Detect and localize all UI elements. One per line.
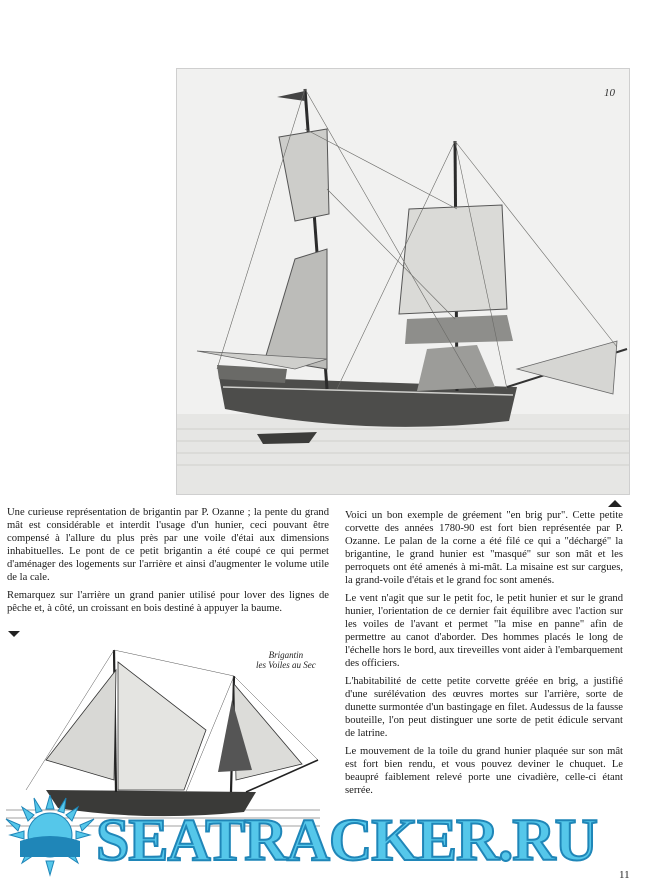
right-paragraph: Voici un bon exemple de gréement "en brig pur". Cette petite corvette des années 1780-90 est fort bien représentée par P. Ozanne. Le palan de la corne a été filé ce qui a "déchargé" la brigantine, le grand hunier est "masqué" sur son mât et les perroquets ont été amenés à mi-mât. La misaine est sur cargues, la grand-voile d'étais et le grand foc sont amenés. (345, 510, 623, 586)
page-number: 11 (619, 869, 630, 881)
left-paragraph: Une curieuse représentation de brigantin par P. Ozanne ; la pente du grand mât est considérable et interdit l'usage d'un hunier, ceci pouvant être compensé à l'allure du plus près par une voile d'étai aux dimensions inhabituelles. Le pont de ce petit brigantin a été coupé ce qui permet d'aménager des logements sur l'arrière et ainsi d'augmenter le volume utile de la cale. (7, 507, 329, 583)
sketch-label-line2: les Voiles au Sec (256, 660, 316, 670)
right-paragraph: L'habitabilité de cette petite corvette gréée en brig, a justifié d'une surélévation des œuvres mortes sur l'arrière, sorte de dunette surmontée d'un bastingage en filet. Audessus de la fausse bouteille, l'on peut distinguer une sorte de petit édicule servant de latrine. (345, 676, 623, 739)
corvette-illustration (177, 69, 630, 495)
right-paragraph: Le vent n'agit que sur le petit foc, le petit hunier et sur le grand hunier, l'orientation de ce dernier fait équilibre avec l'action sur les voiles de l'avant et permet "la mise en panne" afin de permettre au canot d'aborder. Des hommes placés le long de l'échelle hors le bord, aux tireveilles vont aider à l'embarquement des officiers. (345, 593, 623, 669)
right-text-column (345, 509, 623, 802)
left-text-column (7, 506, 329, 620)
right-paragraph: Le mouvement de la toile du grand hunier plaquée sur son mât est fort bien rendu, et vous pouvez deviner le chuquet. Le beaupré faiblement relevé porte une civadière, celle-ci étant serrée. (345, 746, 623, 796)
sketch-label (256, 650, 316, 670)
corvette-engraving (176, 68, 630, 495)
arrow-down-icon (8, 631, 20, 637)
arrow-up-icon (608, 500, 622, 507)
left-paragraph: Remarquez sur l'arrière un grand panier utilisé pour lover des lignes de pêche et, à côté, un croissant en bois destiné à appuyer la baume. (7, 590, 329, 614)
watermark-text: SEATRACKER.RU (96, 807, 597, 873)
sketch-label-line1: Brigantin (268, 650, 304, 660)
plate-number: 10 (604, 87, 615, 99)
watermark (0, 795, 656, 888)
